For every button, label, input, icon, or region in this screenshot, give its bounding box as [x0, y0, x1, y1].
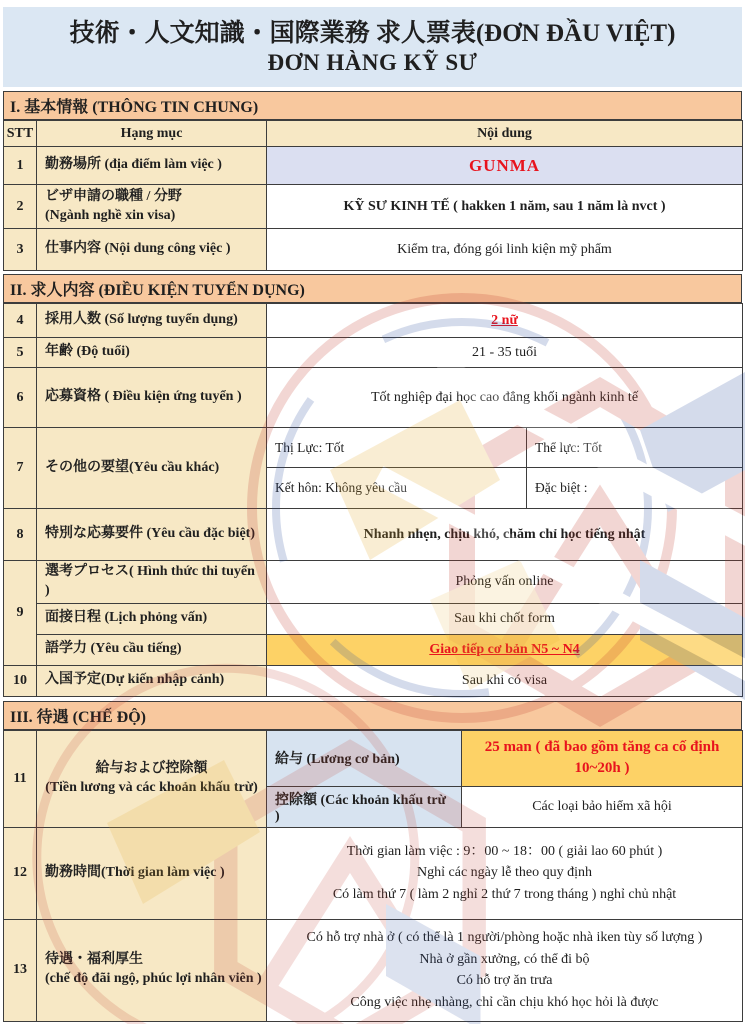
row-qualification	[4, 368, 743, 428]
vision-value: Thị Lực: Tốt	[267, 428, 527, 468]
entry-date-label: 入国予定(Dự kiến nhập cảnh)	[37, 665, 267, 696]
row-number: 4	[4, 304, 37, 338]
welfare-value	[267, 919, 743, 1021]
working-hours-value	[267, 827, 743, 919]
row-language-requirement	[4, 634, 743, 665]
selection-process-label: 選考プロセス( Hình thức thi tuyển )	[37, 561, 267, 604]
qualification-label: 応募資格 ( Điều kiện ứng tuyển )	[37, 368, 267, 428]
row-workplace	[4, 147, 743, 185]
workplace-label: 勤務場所 (địa điểm làm việc )	[37, 147, 267, 185]
welfare-line: Công việc nhẹ nhàng, chỉ cần chịu khó học hỏi là được	[350, 994, 659, 1010]
row-number: 1	[4, 147, 37, 185]
row-number: 12	[4, 827, 37, 919]
welfare-label-vn: (chế độ đãi ngộ, phúc lợi nhân viên )	[45, 971, 262, 987]
section-header-requirements: II. 求人内容 (ĐIỀU KIỆN TUYỂN DỤNG)	[3, 274, 742, 303]
row-other-requirements	[4, 428, 743, 468]
welfare-label-jp: 待遇・福利厚生	[45, 952, 143, 968]
column-header-stt: STT	[4, 121, 37, 147]
section-header-basic-info: I. 基本情報 (THÔNG TIN CHUNG)	[3, 91, 742, 120]
language-requirement-label: 語学力 (Yêu cầu tiếng)	[37, 634, 267, 665]
row-number: 2	[4, 185, 37, 229]
working-hours-label: 勤務時間(Thời gian làm việc )	[37, 827, 267, 919]
special-requirements-label: 特別な応募要件 (Yêu cầu đặc biệt)	[37, 509, 267, 561]
interview-schedule-label: 面接日程 (Lịch phỏng vấn)	[37, 603, 267, 634]
workplace-value	[267, 147, 743, 185]
qualification-value: Tốt nghiệp đại học cao đẳng khối ngành kinh tế	[267, 368, 743, 428]
benefits-table	[3, 730, 743, 1022]
base-salary-value	[462, 730, 743, 786]
table-header-row	[4, 121, 743, 147]
welfare-line: Nhà ở gần xưởng, có thể đi bộ	[419, 951, 590, 967]
row-working-hours	[4, 827, 743, 919]
headcount-value-text: 2 nữ	[491, 313, 518, 328]
welfare-label	[37, 919, 267, 1021]
salary-deduction-label	[37, 730, 267, 827]
salary-deduction-label-vn: (Tiền lương và các khoản khấu trừ)	[45, 779, 258, 795]
working-hours-line: Nghỉ các ngày lễ theo quy định	[417, 865, 592, 881]
visa-category-label	[37, 185, 267, 229]
deductions-value: Các loại bảo hiểm xã hội	[462, 786, 743, 827]
document-header	[3, 7, 742, 87]
working-hours-line: Thời gian làm việc : 9：00 ~ 18：00 ( giải lao 60 phút )	[346, 843, 663, 859]
row-salary	[4, 730, 743, 786]
selection-process-value: Phỏng vấn online	[267, 561, 743, 604]
age-value: 21 - 35 tuổi	[267, 338, 743, 368]
base-salary-text: 25 man ( đã bao gồm tăng ca cố định 10~20h )	[484, 738, 720, 777]
row-selection-process	[4, 561, 743, 604]
row-number: 10	[4, 665, 37, 696]
row-headcount	[4, 304, 743, 338]
row-number: 11	[4, 730, 37, 827]
row-job-description	[4, 229, 743, 271]
row-age	[4, 338, 743, 368]
welfare-line: Có hỗ trợ ăn trưa	[456, 973, 553, 989]
row-visa-category	[4, 185, 743, 229]
working-hours-line: Có làm thứ 7 ( làm 2 nghỉ 2 thứ 7 trong tháng ) nghỉ chủ nhật	[332, 887, 677, 903]
basic-info-table	[3, 120, 743, 271]
headcount-label: 採用人数 (Số lượng tuyển dụng)	[37, 304, 267, 338]
job-description-value: Kiểm tra, đóng gói linh kiện mỹ phẩm	[267, 229, 743, 271]
row-number: 7	[4, 428, 37, 509]
welfare-line: Có hỗ trợ nhà ở ( có thể là 1 người/phòng hoặc nhà iken tùy số lượng )	[306, 929, 703, 945]
language-requirement-value	[267, 634, 743, 665]
physical-value: Thể lực: Tốt	[527, 428, 743, 468]
entry-date-value: Sau khi có visa	[267, 665, 743, 696]
visa-category-value: KỸ SƯ KINH TẾ ( hakken 1 năm, sau 1 năm là nvct )	[267, 185, 743, 229]
row-entry-date	[4, 665, 743, 696]
document-title-vietnamese: ĐƠN HÀNG KỸ SƯ	[267, 49, 478, 75]
row-number: 3	[4, 229, 37, 271]
row-special-requirements	[4, 509, 743, 561]
row-number: 8	[4, 509, 37, 561]
marriage-value: Kết hôn: Không yêu cầu	[267, 468, 527, 509]
column-header-content: Nội dung	[267, 121, 743, 147]
row-number: 13	[4, 919, 37, 1021]
salary-deduction-label-jp: 給与および控除額	[95, 760, 208, 776]
interview-schedule-value: Sau khi chốt form	[267, 603, 743, 634]
age-label: 年齢 (Độ tuổi)	[37, 338, 267, 368]
workplace-value-text: GUNMA	[468, 155, 541, 175]
job-description-label: 仕事内容 (Nội dung công việc )	[37, 229, 267, 271]
special-requirements-value: Nhanh nhẹn, chịu khó, chăm chỉ học tiếng nhật	[267, 509, 743, 561]
document-title-japanese: 技術・人文知識・国際業務 求人票表(ĐƠN ĐẦU VIỆT)	[69, 19, 676, 47]
deductions-label: 控除額 (Các khoản khấu trừ )	[267, 786, 462, 827]
other-requirements-label: その他の要望(Yêu cầu khác)	[37, 428, 267, 509]
row-number: 6	[4, 368, 37, 428]
row-welfare	[4, 919, 743, 1021]
visa-category-label-vn: (Ngành nghề xin visa)	[45, 207, 176, 223]
row-number: 5	[4, 338, 37, 368]
requirements-table	[3, 303, 743, 697]
section-header-benefits: III. 待遇 (CHẾ ĐỘ)	[3, 701, 742, 730]
headcount-value	[267, 304, 743, 338]
visa-category-label-jp: ビザ申請の職種 / 分野	[45, 188, 182, 204]
special-value: Đặc biệt :	[527, 468, 743, 509]
language-requirement-text: Giao tiếp cơ bản N5 ~ N4	[429, 642, 580, 658]
row-interview-schedule	[4, 603, 743, 634]
row-number: 9	[4, 561, 37, 666]
base-salary-label: 給与 (Lương cơ bản)	[267, 730, 462, 786]
column-header-item: Hạng mục	[37, 121, 267, 147]
